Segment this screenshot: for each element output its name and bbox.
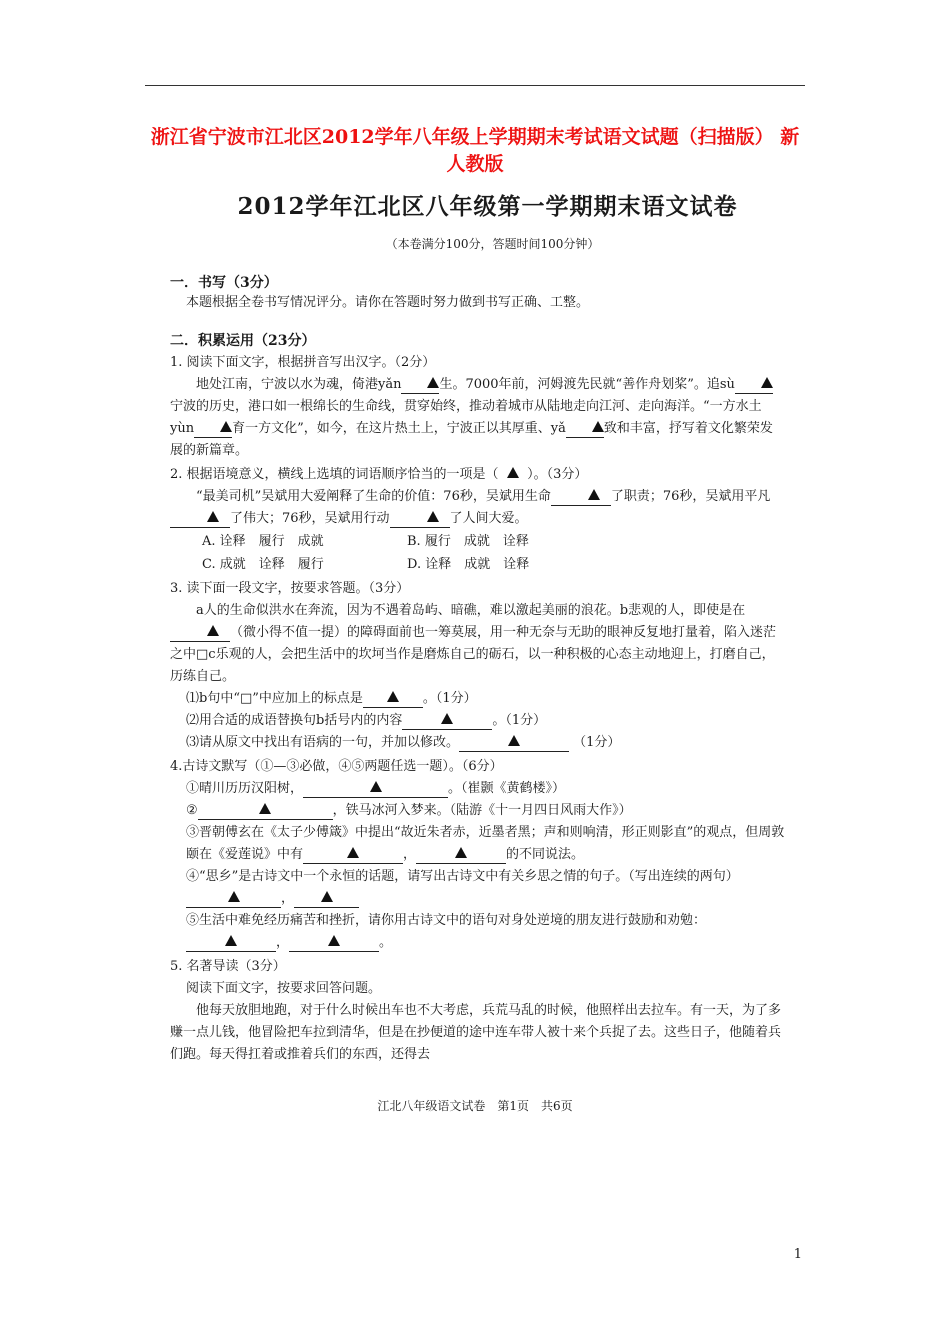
q1-stem: 1. 阅读下面文字，根据拼音写出汉字。（2分） xyxy=(170,355,436,370)
triangle-marker-icon xyxy=(259,803,271,814)
triangle-marker-icon xyxy=(225,935,237,946)
triangle-marker-icon xyxy=(508,735,520,746)
triangle-marker-icon xyxy=(427,511,439,522)
answer-blank[interactable] xyxy=(416,847,506,864)
q2-options-row-1 xyxy=(170,530,785,553)
q4-stem: 4.古诗文默写（①—③必做，④⑤两题任选一题）。（6分） xyxy=(170,759,503,774)
page-footer: 江北八年级语文试卷 第1页 共6页 xyxy=(377,1099,573,1113)
triangle-marker-icon xyxy=(441,713,453,724)
q3-sub3: ⑶请从原文中找出有语病的一句，并加以修改。 （1分） xyxy=(186,735,621,750)
option-a[interactable]: A. 诠释 履行 成就 xyxy=(202,534,324,549)
triangle-marker-icon xyxy=(507,467,519,478)
answer-blank[interactable] xyxy=(735,377,773,394)
q5-passage: 他每天放胆地跑，对于什么时候出车也不大考虑，兵荒马乱的时候，他照样出去拉车。有一天，为了多赚一点儿钱，他冒险把车拉到清华，但是在抄便道的途中连车带人被十来个兵捉了去。这些日子，他随着兵们跑。每天得扛着或推着兵们的东西，还得去 xyxy=(170,1003,782,1062)
triangle-marker-icon xyxy=(321,891,333,902)
option-d[interactable]: D. 诠释 成就 诠释 xyxy=(407,557,530,572)
option-b[interactable]: B. 履行 成就 诠释 xyxy=(407,534,529,549)
triangle-marker-icon xyxy=(761,377,773,388)
q4-line-1: ①晴川历历汉阳树， 。（崔颢《黄鹤楼》） xyxy=(186,781,566,796)
answer-blank[interactable] xyxy=(459,735,569,752)
triangle-marker-icon xyxy=(427,377,439,388)
triangle-marker-icon xyxy=(220,421,232,432)
q3-sub2: ⑵用合适的成语替换句b括号内的内容 。（1分） xyxy=(186,713,547,728)
answer-blank[interactable] xyxy=(401,377,439,394)
q2-options-row-2 xyxy=(170,553,785,576)
answer-blank[interactable] xyxy=(198,803,333,820)
answer-blank[interactable] xyxy=(186,935,276,952)
answer-blank[interactable] xyxy=(566,421,604,438)
answer-blank[interactable] xyxy=(402,713,492,730)
document-title: 浙江省宁波市江北区2012学年八年级上学期期末考试语文试题（扫描版） 新人教版 xyxy=(150,126,800,175)
q5-instruction: 阅读下面文字，按要求回答问题。 xyxy=(186,981,382,996)
answer-blank[interactable] xyxy=(170,511,230,528)
triangle-marker-icon xyxy=(207,511,219,522)
q2-stem: 2. 根据语境意义，横线上选填的词语顺序恰当的一项是（ ）。（3分） xyxy=(170,467,588,482)
q4-line-2: ② ，铁马冰河入梦来。（陆游《十一月四日风雨大作》） xyxy=(186,803,632,818)
triangle-marker-icon xyxy=(455,847,467,858)
answer-blank[interactable] xyxy=(363,691,423,708)
answer-blank[interactable] xyxy=(294,891,359,908)
answer-blank[interactable] xyxy=(170,625,230,642)
section-1-heading: 一．书写（3分） xyxy=(170,275,278,291)
triangle-marker-icon xyxy=(228,891,240,902)
triangle-marker-icon xyxy=(370,781,382,792)
q4-line-3: ③晋朝傅玄在《太子少傅箴》中提出“故近朱者赤，近墨者黑；声和则响清，形正则影直”的观点，但周敦颐在《爱莲说》中有 ， 的不同说法。 xyxy=(186,825,785,862)
triangle-marker-icon xyxy=(588,489,600,500)
triangle-marker-icon xyxy=(592,421,604,432)
answer-blank[interactable] xyxy=(289,935,379,952)
answer-blank[interactable] xyxy=(390,511,450,528)
q4-line-4: ④“思乡”是古诗文中一个永恒的话题，请写出古诗文中有关乡思之情的句子。（写出连续的两句）， xyxy=(186,869,739,906)
scanned-exam-page xyxy=(170,185,785,1066)
answer-blank[interactable] xyxy=(551,489,611,506)
q2-passage: “最美司机”吴斌用大爱阐释了生命的价值：76秒，吴斌用生命 了职责；76秒，吴斌用平凡了伟大；76秒，吴斌用行动 了人间大爱。 xyxy=(170,486,785,530)
page-number: 1 xyxy=(793,1247,802,1262)
answer-blank[interactable] xyxy=(303,847,403,864)
triangle-marker-icon xyxy=(347,847,359,858)
section-2-heading: 二．积累运用（23分） xyxy=(170,333,316,349)
q3-passage: a人的生命似洪水在奔流，因为不遇着岛屿、暗礁，难以激起美丽的浪花。b悲观的人，即使是在（微小得不值一提）的障碍面前也一筹莫展，用一种无奈与无助的眼神反复地打量着，陷入迷茫之中□c乐观的人，会把生活中的坎坷当作是磨炼自己的砺石，以一种积极的心态主动地迎上，打磨自己，历练自己。 xyxy=(170,603,777,684)
exam-note: （本卷满分100分，答题时间100分钟） xyxy=(385,237,600,251)
answer-blank[interactable] xyxy=(303,781,448,798)
q5-stem: 5. 名著导读（3分） xyxy=(170,959,286,974)
exam-title: 2012学年江北区八年级第一学期期末语文试卷 xyxy=(237,193,738,220)
triangle-marker-icon xyxy=(387,691,399,702)
answer-blank[interactable] xyxy=(186,891,281,908)
q3-sub1: ⑴b句中“□”中应加上的标点是 。（1分） xyxy=(186,691,477,706)
answer-blank[interactable] xyxy=(194,421,232,438)
triangle-marker-icon xyxy=(207,625,219,636)
q1-passage: 地处江南，宁波以水为魂，倚港yǎn 生。7000年前，河姆渡先民就“善作舟划桨”。追sù宁波的历史，港口如一根绵长的生命线，贯穿始终，推动着城市从陆地走向江河、走向海洋。“一方水土yùn 育一方文化”，如今，在这片热土上，宁波正以其厚重、yǎ 致和丰富，抒写着文化繁荣发展的新篇章。 xyxy=(170,377,773,458)
section-1-text: 本题根据全卷书写情况评分。请你在答题时努力做到书写正确、工整。 xyxy=(186,295,590,310)
header-rule xyxy=(145,85,805,86)
q3-stem: 3. 读下面一段文字，按要求答题。（3分） xyxy=(170,581,410,596)
triangle-marker-icon xyxy=(328,935,340,946)
q4-line-5: ⑤生活中难免经历痛苦和挫折，请你用古诗文中的语句对身处逆境的朋友进行鼓励和劝勉：， 。 xyxy=(186,913,707,950)
option-c[interactable]: C. 成就 诠释 履行 xyxy=(202,557,324,572)
